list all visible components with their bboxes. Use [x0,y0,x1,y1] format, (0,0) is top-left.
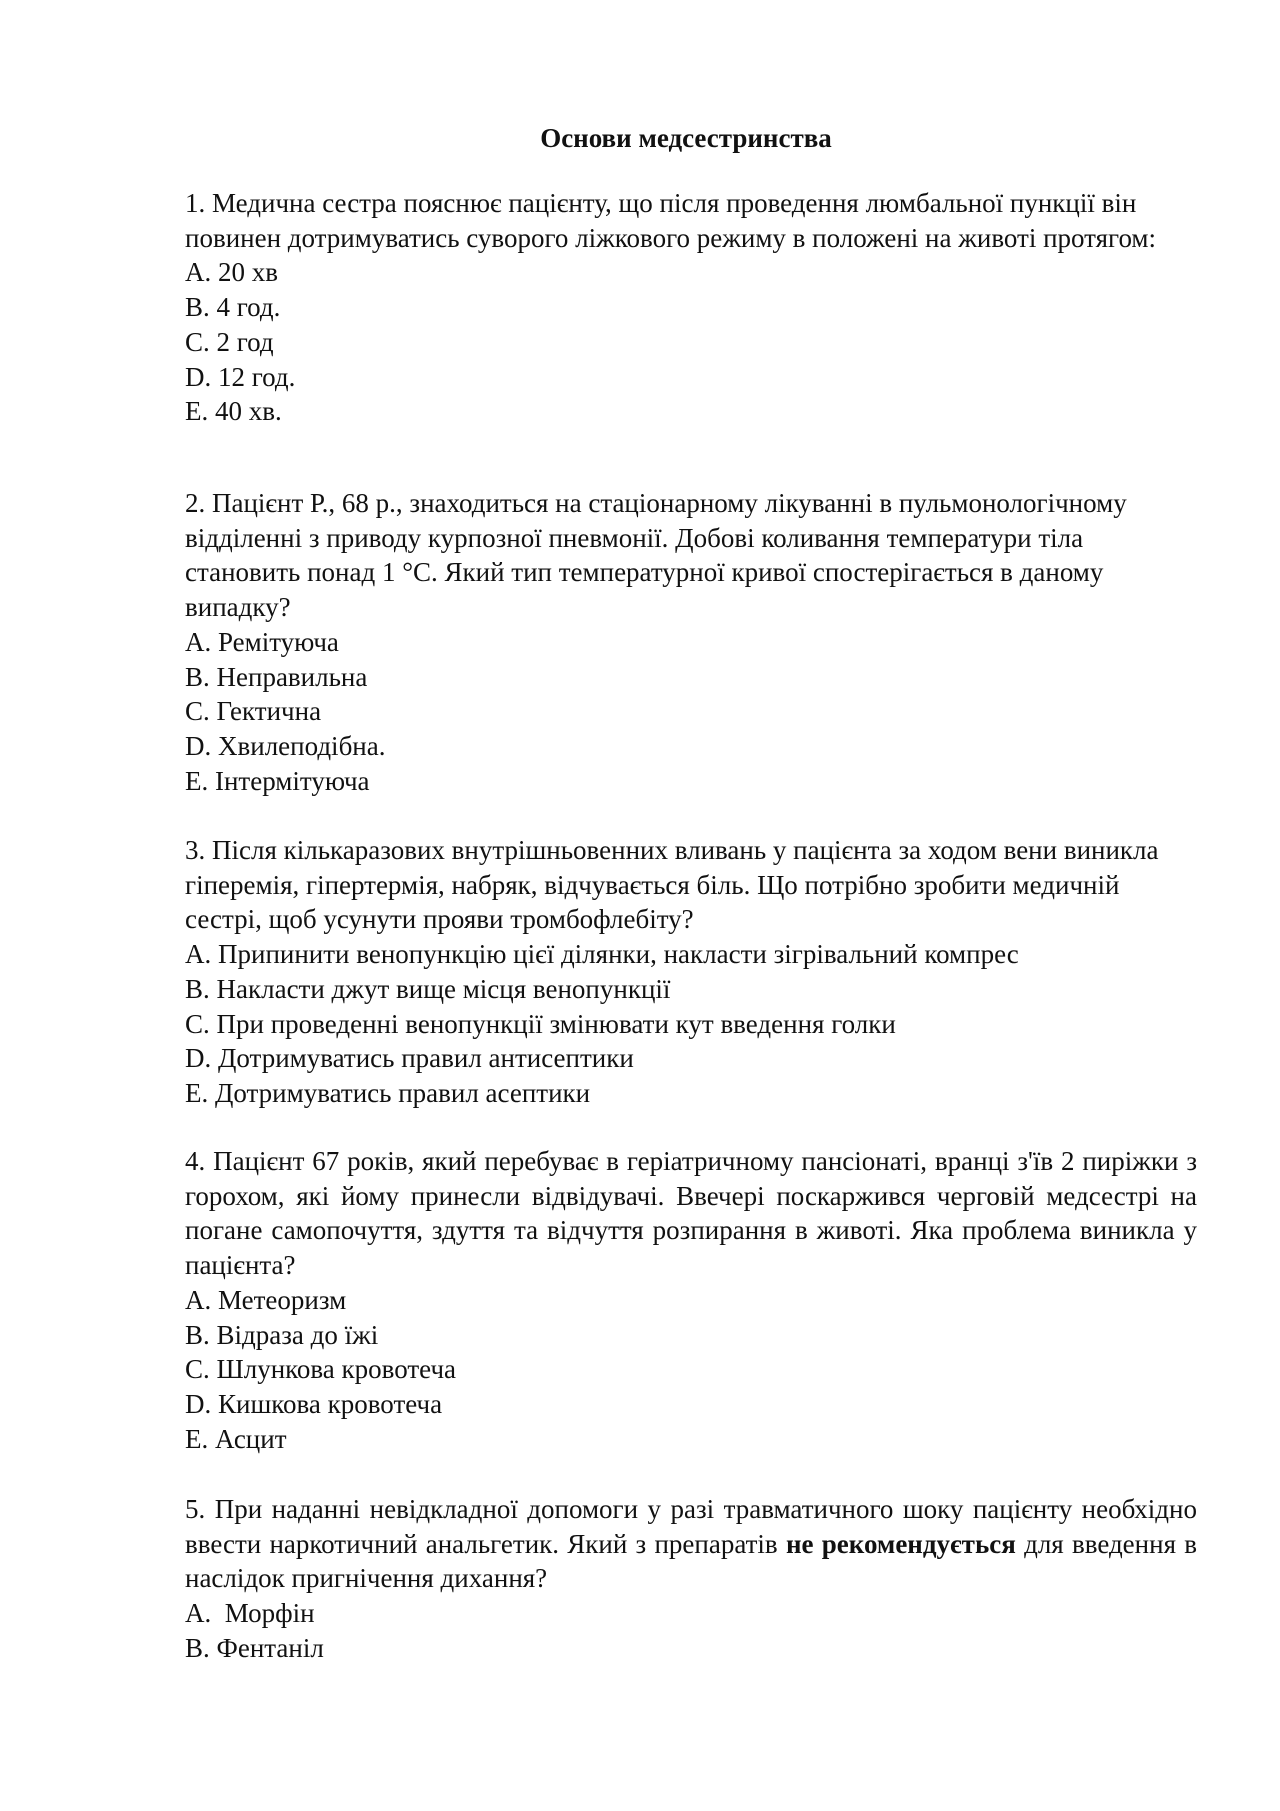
document-title: Основи медсестринства [540,123,832,153]
answer-option: A. Ремітуюча [185,626,339,657]
question-3 [185,833,1197,1111]
answer-option: E. Дотримуватись правил асептики [185,1077,591,1108]
question-2 [185,486,1197,798]
answer-option: B. Неправильна [185,661,368,692]
answer-option: B. 4 год. [185,292,281,323]
answer-option: A. Морфін [185,1598,315,1629]
question-1 [185,186,1197,429]
question-stem-text: для введення в наслідок пригнічення дихання? [185,1528,1197,1594]
answer-option: B. Накласти джут вище місця венопункції [185,973,671,1004]
answer-option: D. Кишкова кровотеча [185,1388,443,1419]
answer-option: E. 40 хв. [185,396,282,427]
answer-option: E. Інтермітуюча [185,765,370,796]
question-stem: 1. Медична сестра пояснює пацієнту, що після проведення люмбальної пункції він повинен дотримуватись суворого ліжкового режиму в положені на животі протягом: [185,188,1157,253]
answer-option: E. Асцит [185,1423,287,1454]
answer-option: A. Припинити венопункцію цієї ділянки, накласти зігрівальний компрес [185,939,1019,970]
question-4 [185,1144,1197,1456]
answer-option: A. 20 хв [185,257,278,288]
question-stem: 3. Після кількаразових внутрішньовенних вливань у пацієнта за ходом вени виникла гіперемія, гіпертермія, набряк, відчувається біль. Що потрібно зробити медичній сестрі, щоб усунути прояви тромбофлебіту? [185,835,1159,935]
answer-option: A. Метеоризм [185,1284,347,1315]
answer-option: C. Гектична [185,696,322,727]
answer-option: D. 12 год. [185,361,296,392]
answer-option: B. Фентаніл [185,1632,324,1663]
answer-option: C. При проведенні венопункції змінювати кут введення голки [185,1008,896,1039]
question-5 [185,1492,1197,1666]
answer-option: D. Дотримуватись правил антисептики [185,1043,634,1074]
question-stem: 4. Пацієнт 67 років, який перебуває в геріатричному пансіонаті, вранці з'їв 2 пиріжки з горохом, які йому принесли відвідувачі. Ввечері поскаржився черговій медсестрі на погане самопочуття, здуття та відчуття розпирання в животі. Яка проблема виникла у пацієнта? [185,1146,1197,1281]
answer-option: D. Хвилеподібна. [185,730,386,761]
emphasis-text: не рекомендується [785,1528,1016,1559]
question-stem [185,1492,1197,1596]
question-stem: 2. Пацієнт Р., 68 р., знаходиться на стаціонарному лікуванні в пульмонологічному відділенні з приводу курпозної пневмонії. Добові коливання температури тіла становить понад 1 °С. Який тип температурної кривої спостерігається в даному випадку? [185,488,1127,623]
answer-option: C. Шлункова кровотеча [185,1354,457,1385]
answer-option: B. Відраза до їжі [185,1319,379,1350]
answer-option: C. 2 год [185,326,274,357]
question-stem-text: 5. При наданні невідкладної допомоги у разі травматичного шоку пацієнту необхідно ввести наркотичний анальгетик. Який з препаратів [185,1494,1197,1559]
